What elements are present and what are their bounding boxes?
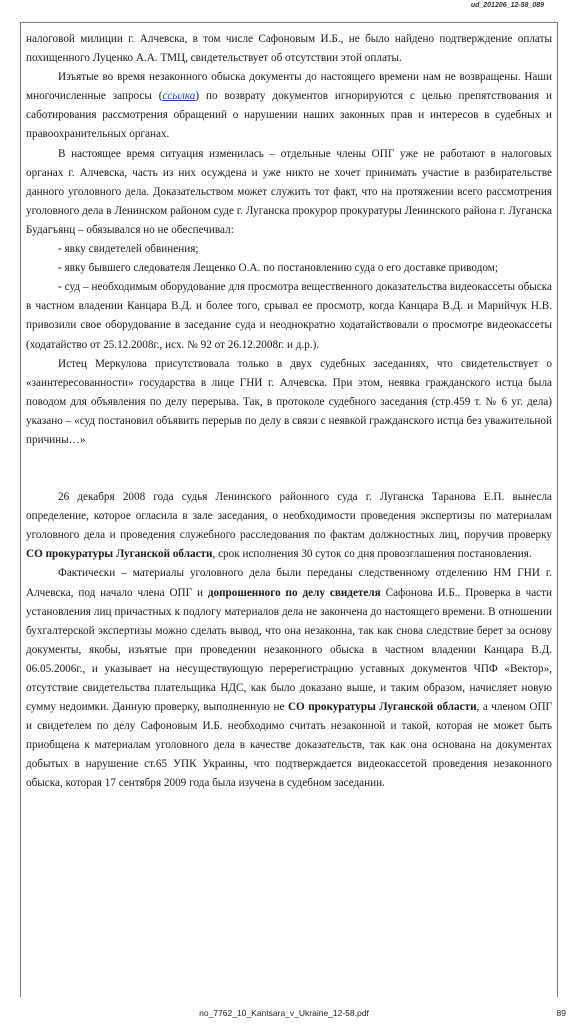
footer-filename: no_7762_10_Kantsara_v_Ukraine_12-58.pdf xyxy=(199,1008,369,1018)
paragraph-9-text-b: Сафонова И.Б.. Проверка в части установления лиц причастных к подлогу материалов дела не закончена до настоящего времени. В отношении бухгалтерской экспертизы можно сделать вывод, что она незаконна, так как снова следствие берет за основу документы, якобы, изъятые при проведении незаконного обыска в частном владении Канцара В.Д. 06.05.2006г., и указывает на несуществующую перерегистрацию уставных документов ЧПФ «Вектор», отсутствие свидетельства плательщика НДС, как было доказано выше, и таким образом, начисляет новую сумму недоимки. Данную проверку, выполненную не xyxy=(26,586,553,714)
list-item-witnesses-text: явку свидетелей обвинения; xyxy=(64,243,199,256)
paragraph-2-text-b: ) по возврату документов игнорируются с целью препятствования и саботирования рассмотрения обращений о нарушении наших законных прав и интересов в судебных и правоохранительных органах. xyxy=(26,90,552,141)
paragraph-9-text-c: , а членом ОПГ и свидетелем по делу Сафоновым И.Б. необходимо считать незаконной и такой, которая не может быть приобщена к материалам уголовного дела в качестве доказательств, так как она основана на документах добытых в нарушение ст.65 УПК Украины, что подтверждается видеокассетой проведения незаконного обыска, которая 17 сентября 2009 года была изучена в судебном заседании. xyxy=(26,701,552,790)
paragraph-2 xyxy=(26,68,552,144)
list-item-investigator-text: явку бывшего следователя Лещенко О.А. по постановлению суда о его доставке приводом; xyxy=(64,262,498,275)
list-item-court: - суд – необходимым оборудование для просмотра вещественного доказательства видеокассеты обыска в частном владении Канцара В.Д. и более того, срывал ее просмотр, когда Канцара В.Д. и Марийчук Н.В. привозили свое оборудование в заседание суда и неоднократно ходатайствовали о просмотре видеокассеты (ходатайство от 25.12.2008г., исх. № 92 от 26.12.2008г. и д.р.). xyxy=(26,281,553,351)
page-number: 89 xyxy=(556,1008,566,1018)
list-item-court-text: суд – необходимым оборудование для просмотра вещественного доказательства видеокассеты обыска в частном владении Канцара В.Д. и более того, срывал ее просмотр, когда Канцара В.Д. и Марийчук Н.В. привозили свое оборудование в заседание суда и неоднократно ходатайствовали о просмотре видеокассеты (ходатайство от 25.12.2008г., исх. № 92 от 26.12.2008г. и д.р.). xyxy=(26,281,553,351)
reference-link[interactable]: ссылка xyxy=(162,90,196,103)
list-item-investigator: - явку бывшего следователя Лещенко О.А. по постановлению суда о его доставке приводом; xyxy=(58,262,498,275)
paragraph-9-bold-1: допрошенного по делу свидетеля xyxy=(207,586,381,599)
paragraph-8 xyxy=(26,488,552,564)
paragraph-8-text-b: , срок исполнения 30 суток со дня провозглашения постановления. xyxy=(212,548,532,561)
paragraph-3: В настоящее время ситуация изменилась – отдельные члены ОПГ уже не работают в налоговых органах г. Алчевска, часть из них осуждена и уже никто не хочет принимать участие в разбирательстве данного уголовного дела. Доказательством может служить тот факт, что на протяжении всего рассмотрения уголовного дела в Ленинском районом суде г. Луганска прокурор прокуратуры Ленинского района г. Луганска Будагъянц – обязывался но не обеспечивал: xyxy=(26,147,552,236)
document-code: ud_201206_12-58_089 xyxy=(470,2,544,9)
paragraph-9 xyxy=(26,564,552,793)
paragraph-8-bold: СО прокуратуры Луганской области xyxy=(26,548,213,561)
paragraph-7: Истец Меркулова присутствовала только в двух судебных заседаниях, что свидетельствует о «заинтересованности» государства в лице ГНИ г. Алчевска. При этом, неявка гражданского истца была поводом для объявления по делу перерыва. Так, в протоколе судебного заседания (стр.459 т. № 6 уг. дела) указано – «суд постановил объявить перерыв по делу в связи с неявкой гражданского истца без уважительной причины…» xyxy=(26,357,552,446)
document-body xyxy=(26,30,552,794)
paragraph-gap xyxy=(26,450,552,488)
paragraph-9-text-a: Фактически – материалы уголовного дела были переданы следственному отделению НМ ГНИ г. Алчевска, под начало члена ОПГ и xyxy=(26,567,552,599)
paragraph-9-bold-2: СО прокуратуры Луганской области xyxy=(287,701,477,714)
paragraph-8-text-a: 26 декабря 2008 года судья Ленинского районного суда г. Луганска Таранова Е.П. вынесла определение, которое огласила в зале заседания, о необходимости проведения экспертизы по материалам уголовного дела и проведения служебного расследования по фактам должностных лиц, поручив проверку xyxy=(26,491,552,542)
paragraph-2-text-a: Изъятые во время незаконного обыска документы до настоящего времени нам не возвращены. Наши многочисленные запросы ( xyxy=(26,71,552,103)
list-item-witnesses: - явку свидетелей обвинения; xyxy=(58,243,199,256)
paragraph-1: налоговой милиции г. Алчевска, в том числе Сафоновым И.Б., не было найдено подтверждение оплаты похищенного Луценко А.А. ТМЦ, свидетельствует об отсутствии этой оплаты. xyxy=(26,33,552,65)
